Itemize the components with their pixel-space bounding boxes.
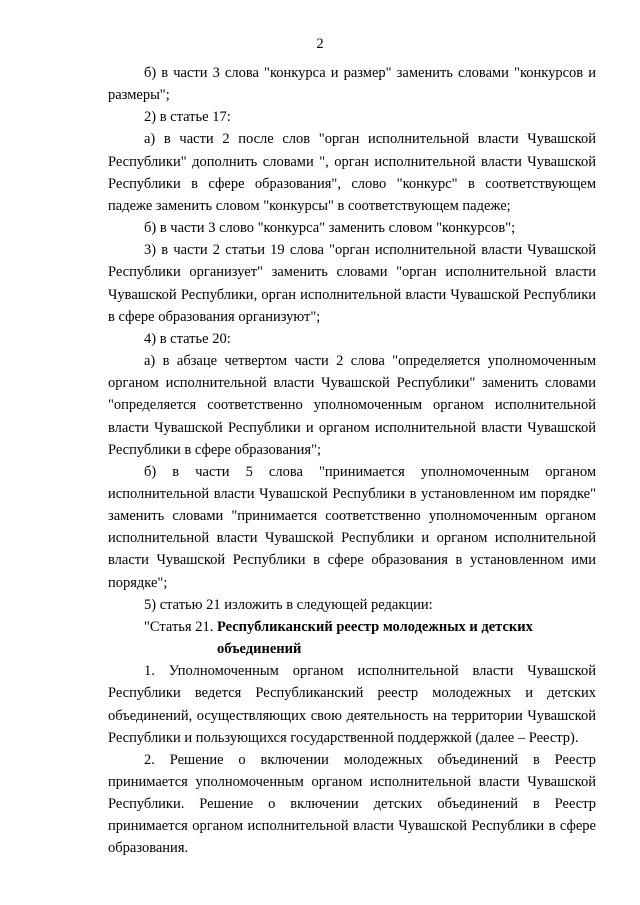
paragraph-2: 2) в статье 17: xyxy=(144,109,231,126)
article-heading-label: "Статья 21. xyxy=(144,618,217,635)
paragraph-8: б) в части 5 слова "принимается уполномоченным органом исполнительной власти Чувашской Республики в установленном им порядке" заменить словами "принимается соответственно уполномоченным органом исполнительной власти Чувашской Республики и органом исполнительной власти Чувашской Республики в сфере образования в установленном ими порядке"; xyxy=(108,463,596,591)
article-paragraph-2: 2. Решение о включении молодежных объединений в Реестр принимается уполномоченным органом исполнительной власти Чувашской Республики. Решение о включении детских объединений в Реестр принимается органом исполнительной власти Чувашской Республики в сфере образования. xyxy=(108,751,596,857)
paragraph-7: а) в абзаце четвертом части 2 слова "определяется уполномоченным органом исполнительной власти Чувашской Республики" заменить словами "определяется соответственно уполномоченным органом исполнительной власти Чувашской Республики и органом исполнительной власти Чувашской Республики в сфере образования"; xyxy=(108,353,596,458)
article-heading xyxy=(108,616,596,660)
article-heading-title: Республиканский реестр молодежных и детских объединений xyxy=(216,618,533,658)
paragraph-6: 4) в статье 20: xyxy=(144,330,231,347)
document-body xyxy=(108,62,596,860)
paragraph-1: б) в части 3 слова "конкурса и размер" заменить словами "конкурсов и размеры"; xyxy=(108,65,596,104)
paragraph-4: б) в части 3 слово "конкурса" заменить словом "конкурсов"; xyxy=(144,220,516,237)
article-paragraph-1: 1. Уполномоченным органом исполнительной власти Чувашской Республики ведется Республиканский реестр молодежных и детских объединений, осуществляющих свою деятельность на территории Чувашской Республики и пользующихся государственной поддержкой (далее – Реестр). xyxy=(108,663,596,746)
paragraph-5: 3) в части 2 статьи 19 слова "орган исполнительной власти Чувашской Республики организует" заменить словами "орган исполнительной власти Чувашской Республики, орган исполнительной власти Чувашской Республики в сфере образования организуют"; xyxy=(108,242,596,325)
paragraph-9: 5) статью 21 изложить в следующей редакции: xyxy=(144,596,433,613)
page-number: 2 xyxy=(316,36,324,52)
paragraph-3: а) в части 2 после слов "орган исполнительной власти Чувашской Республики" дополнить словами ", орган исполнительной власти Чувашской Республики в сфере образования", слово "конкурс" в соответствующем падеже заменить словом "конкурсы" в соответствующем падеже; xyxy=(108,131,596,214)
